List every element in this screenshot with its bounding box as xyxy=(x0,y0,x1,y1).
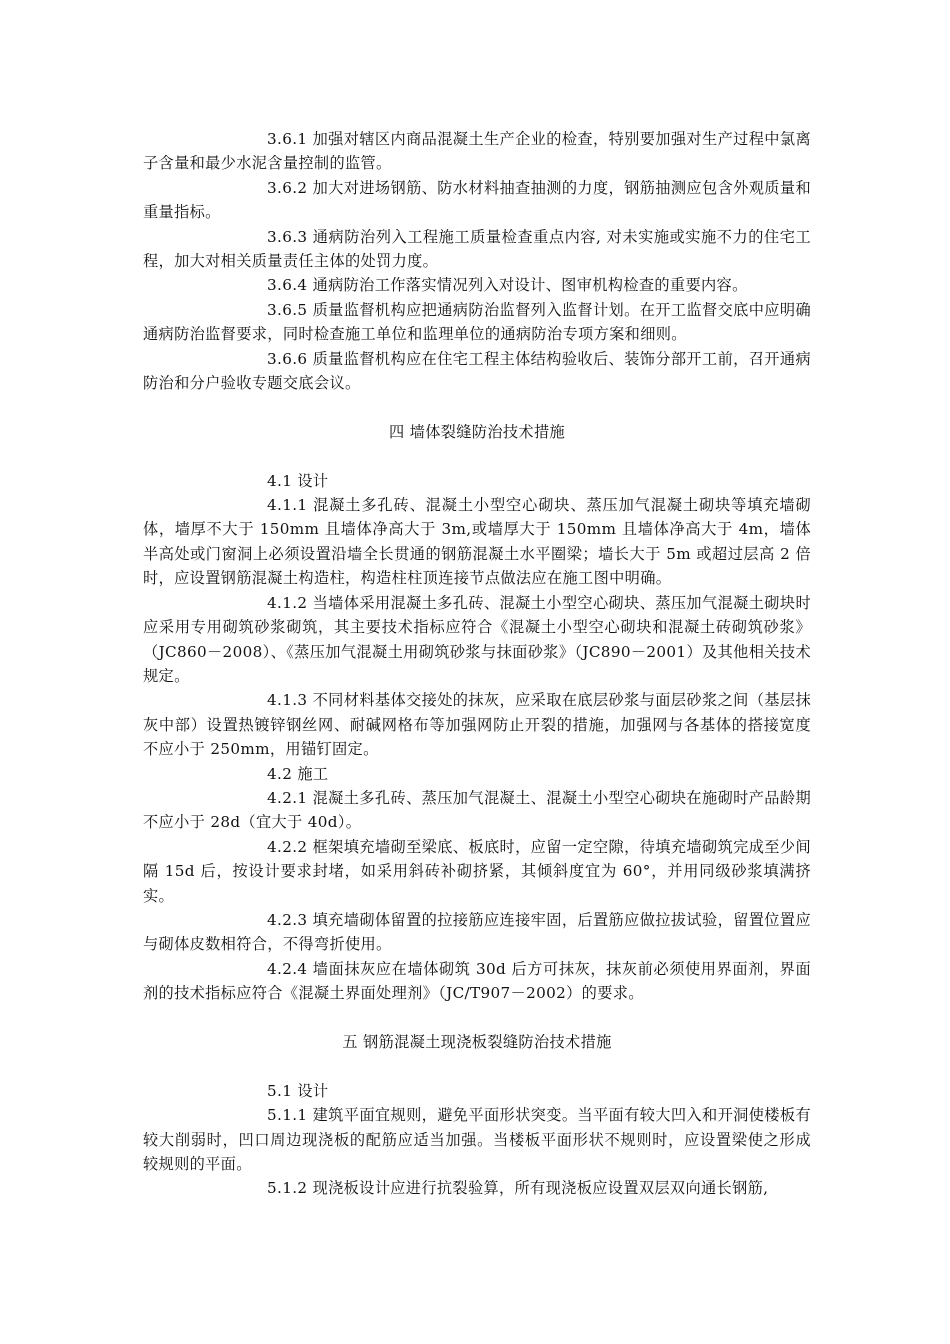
paragraph-3-6-3: 3.6.3 通病防治列入工程施工质量检查重点内容, 对未实施或实施不力的住宅工程，加大对相关质量责任主体的处罚力度。 xyxy=(143,227,811,271)
paragraph-3-6-5: 3.6.5 质量监督机构应把通病防治监督列入监督计划。在开工监督交底中应明确通病防治监督要求，同时检查施工单位和监理单位的通病防治专项方案和细则。 xyxy=(143,300,811,344)
paragraph-5-1-2: 5.1.2 现浇板设计应进行抗裂验算，所有现浇板应设置双层双向通长钢筋, xyxy=(267,1179,769,1198)
section-heading-5: 五 钢筋混凝土现浇板裂缝防治技术措施 xyxy=(342,1032,612,1051)
paragraph-4-1-2: 4.1.2 当墙体采用混凝土多孔砖、混凝土小型空心砌块、蒸压加气混凝土砌块时应采用专用砌筑砂浆砌筑，其主要技术指标应符合《混凝土小型空心砌块和混凝土砖砌筑砂浆》（JC860－2008）、《蒸压加气混凝土用砌筑砂浆与抹面砂浆》（JC890－2001）及其他相关技术规定。 xyxy=(143,593,811,685)
subsection-heading-4-2: 4.2 施工 xyxy=(267,764,329,783)
spacer xyxy=(143,1006,811,1030)
section-heading-4: 四 墙体裂缝防治技术措施 xyxy=(388,422,566,441)
paragraph-4-2-1: 4.2.1 混凝土多孔砖、蒸压加气混凝土、混凝土小型空心砌块在施砌时产品龄期不应小于 28d（宜大于 40d）。 xyxy=(143,788,811,832)
subsection-heading-4-1: 4.1 设计 xyxy=(267,471,329,490)
subsection-heading-5-1: 5.1 设计 xyxy=(267,1081,329,1100)
paragraph-3-6-4: 3.6.4 通病防治工作落实情况列入对设计、图审机构检查的重要内容。 xyxy=(267,276,748,295)
paragraph-3-6-2: 3.6.2 加大对进场钢筋、防水材料抽查抽测的力度，钢筋抽测应包含外观质量和重量指标。 xyxy=(143,178,811,222)
paragraph-4-1-1: 4.1.1 混凝土多孔砖、混凝土小型空心砌块、蒸压加气混凝土砌块等填充墙砌体，墙厚不大于 150mm 且墙体净高大于 3m,或墙厚大于 150mm 且墙体净高大于 4m，墙体半高处或门窗洞上必须设置沿墙全长贯通的钢筋混凝土水平圈梁；墙长大于 5m 或超过层高 2 倍时，应设置钢筋混凝土构造柱，构造柱柱顶连接节点做法应在施工图中明确。 xyxy=(143,496,811,588)
paragraph-4-2-3: 4.2.3 填充墙砌体留置的拉接筋应连接牢固，后置筋应做拉拔试验，留置位置应与砌体皮数相符合，不得弯折使用。 xyxy=(143,910,811,954)
paragraph-4-2-4: 4.2.4 墙面抹灰应在墙体砌筑 30d 后方可抹灰，抹灰前必须使用界面剂，界面剂的技术指标应符合《混凝土界面处理剂》（JC/T907－2002）的要求。 xyxy=(143,959,811,1003)
spacer xyxy=(143,395,811,419)
paragraph-5-1-1: 5.1.1 建筑平面宜规则，避免平面形状突变。当平面有较大凹入和开洞使楼板有较大削弱时，凹口周边现浇板的配筋应适当加强。当楼板平面形状不规则时，应设置梁使之形成较规则的平面。 xyxy=(143,1106,811,1173)
paragraph-3-6-1: 3.6.1 加强对辖区内商品混凝土生产企业的检查，特别要加强对生产过程中氯离子含量和最少水泥含量控制的监管。 xyxy=(143,130,811,173)
spacer xyxy=(143,1054,811,1078)
paragraph-4-1-3: 4.1.3 不同材料基体交接处的抹灰，应采取在底层砂浆与面层砂浆之间（基层抹灰中部）设置热镀锌钢丝网、耐碱网格布等加强网防止开裂的措施，加强网与各基体的搭接宽度不应小于 250mm，用锚钉固定。 xyxy=(143,691,811,759)
spacer xyxy=(143,444,811,468)
paragraph-3-6-6: 3.6.6 质量监督机构应在住宅工程主体结构验收后、装饰分部开工前，召开通病防治和分户验收专题交底会议。 xyxy=(143,349,811,393)
paragraph-4-2-2: 4.2.2 框架填充墙砌至梁底、板底时，应留一定空隙，待填充墙砌筑完成至少间隔 15d 后，按设计要求封堵，如采用斜砖补砌挤紧，其倾斜度宜为 60°，并用同级砂浆填满挤实。 xyxy=(143,837,811,905)
document-body xyxy=(143,127,811,1201)
